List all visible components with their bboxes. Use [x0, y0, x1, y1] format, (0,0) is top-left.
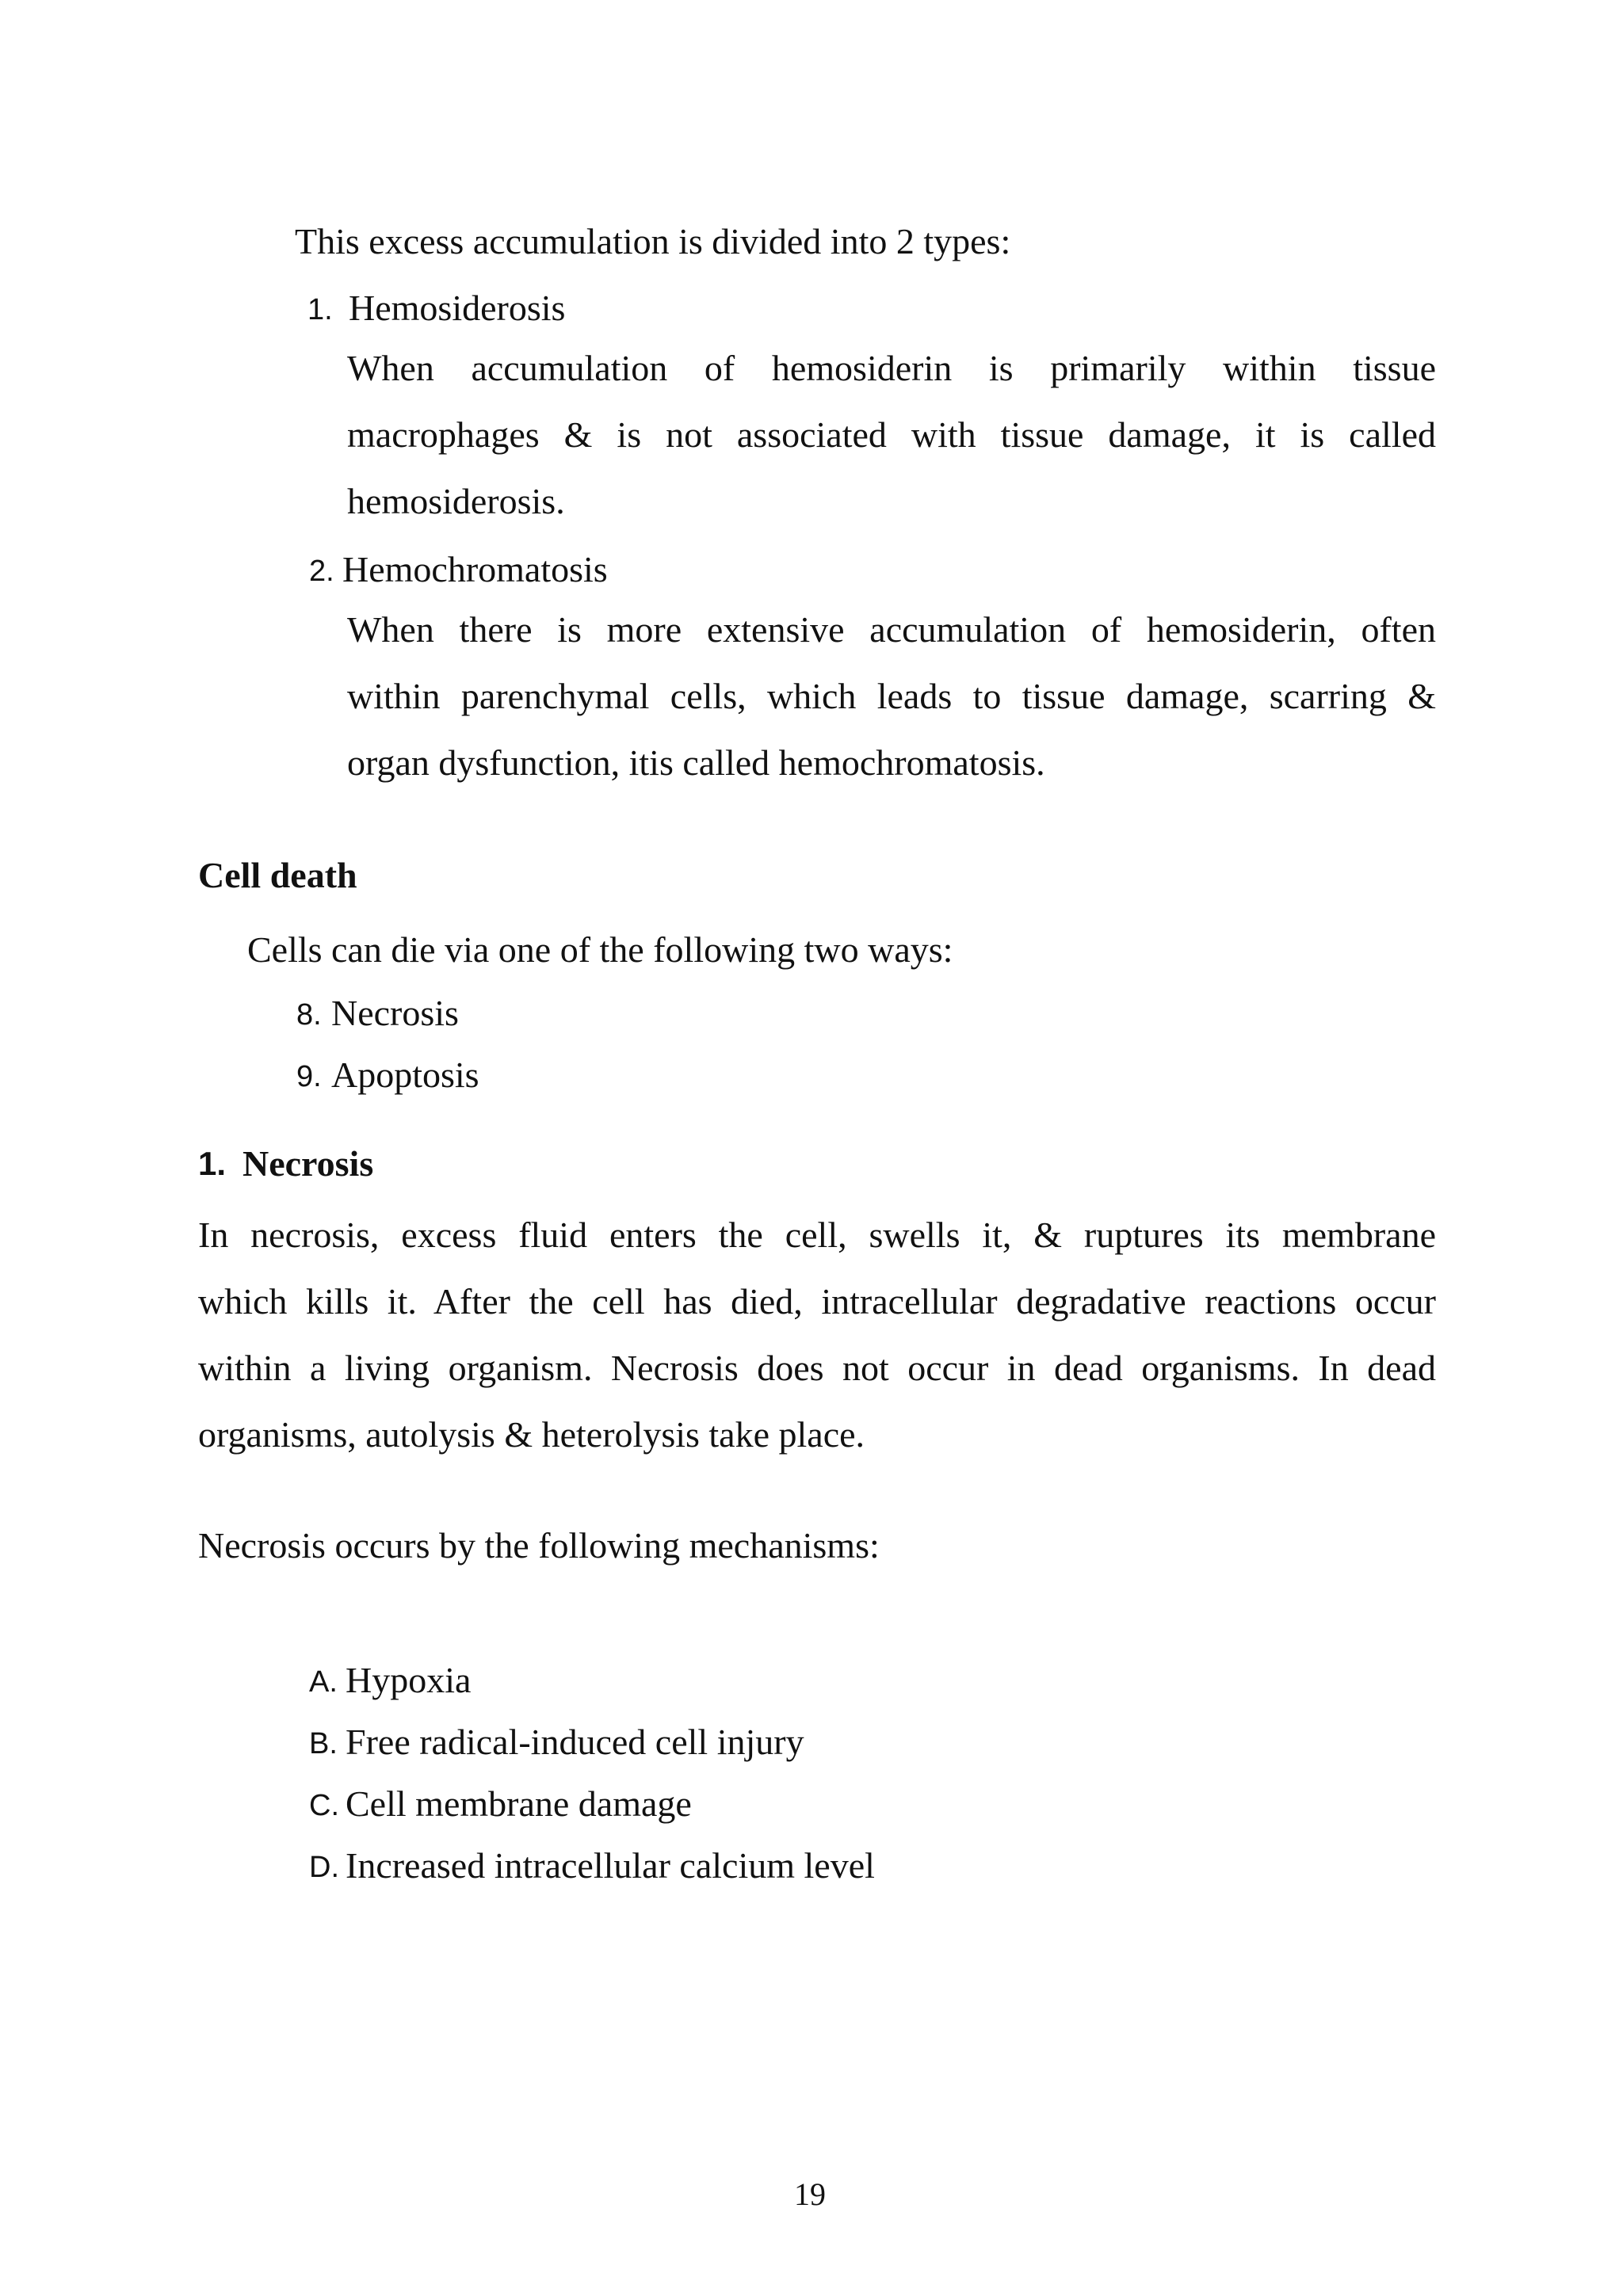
type-title-hemosiderosis: Hemosiderosis	[349, 288, 566, 328]
mechanism-item: Increased intracellular calcium level	[346, 1845, 875, 1886]
list-marker: 1.	[307, 293, 333, 326]
list-marker: C.	[309, 1789, 339, 1822]
type-description-line: organ dysfunction, itis called hemochromatosis.	[347, 742, 1045, 783]
section-heading-necrosis: Necrosis	[242, 1143, 374, 1184]
type-description-line: When there is more extensive accumulation of hemosiderin, often	[347, 609, 1436, 650]
way-item-necrosis: Necrosis	[331, 993, 459, 1033]
list-marker: D.	[309, 1851, 339, 1884]
paragraph-line: within a living organism. Necrosis does not occur in dead organisms. In dead	[198, 1348, 1436, 1388]
intro-text: This excess accumulation is divided into 2 types:	[295, 221, 1011, 261]
list-marker: A.	[309, 1665, 338, 1699]
mechanism-item: Free radical-induced cell injury	[346, 1722, 804, 1762]
section-number: 1.	[198, 1145, 227, 1182]
list-marker: 9.	[296, 1060, 322, 1093]
paragraph-line: organisms, autolysis & heterolysis take place.	[198, 1414, 865, 1455]
list-marker: 8.	[296, 998, 322, 1032]
type-title-hemochromatosis: Hemochromatosis	[342, 549, 608, 589]
way-item-apoptosis: Apoptosis	[331, 1055, 479, 1095]
list-marker: B.	[309, 1727, 338, 1760]
type-description-line: When accumulation of hemosiderin is primarily within tissue	[347, 348, 1436, 388]
list-marker: 2.	[309, 555, 334, 588]
cell-death-intro: Cells can die via one of the following two ways:	[247, 929, 953, 970]
type-description-line: within parenchymal cells, which leads to tissue damage, scarring &	[347, 676, 1436, 716]
type-description-line: macrophages & is not associated with tissue damage, it is called	[347, 414, 1436, 455]
mechanism-item: Cell membrane damage	[346, 1783, 692, 1824]
mechanisms-intro: Necrosis occurs by the following mechanisms:	[198, 1525, 880, 1566]
mechanism-item: Hypoxia	[346, 1660, 472, 1700]
paragraph-line: In necrosis, excess fluid enters the cell, swells it, & ruptures its membrane	[198, 1215, 1436, 1255]
section-heading-cell-death: Cell death	[198, 855, 357, 895]
type-description-line: hemosiderosis.	[347, 481, 565, 521]
page-number: 19	[794, 2176, 826, 2212]
paragraph-line: which kills it. After the cell has died, intracellular degradative reactions occur	[198, 1281, 1436, 1322]
